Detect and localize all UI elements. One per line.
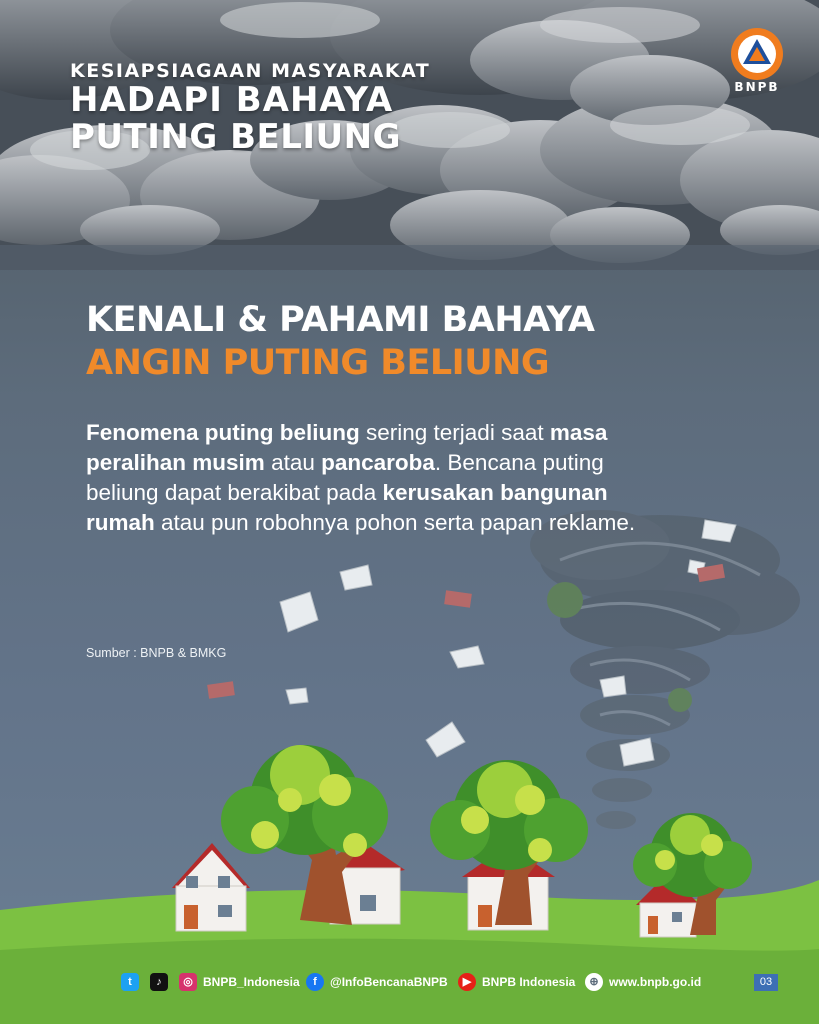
paragraph-text-run: sering terjadi saat [359,420,550,445]
globe-icon: ⊕ [585,973,603,991]
header-title-line1: HADAPI BAHAYA [70,80,394,120]
facebook-label: @InfoBencanaBNPB [330,975,448,989]
twitter-icon: t [121,973,139,991]
paragraph-text-run: atau [264,450,322,475]
footer-website[interactable] [585,973,701,991]
instagram-label: BNPB_Indonesia [203,975,300,989]
house-1 [172,843,250,931]
description-paragraph [86,418,676,538]
footer-twitter[interactable] [121,973,145,991]
footer-social-bar [0,965,819,1001]
website-label: www.bnpb.go.id [609,975,702,989]
facebook-icon: f [306,973,324,991]
paragraph-bold-run: pancaroba [321,450,435,475]
paragraph-text-run: atau pun robohnya pohon serta papan reklame. [154,510,636,535]
bnpb-logo-text: BNPB [734,80,780,94]
paragraph-bold-run: masa peralihan musim [86,420,608,475]
source-note: Sumber : BNPB & BMKG [86,646,227,660]
tiktok-icon: ♪ [150,973,168,991]
paragraph-text-run: . Bencana puting beliung dapat berakibat pada [86,450,604,505]
instagram-icon: ◎ [179,973,197,991]
youtube-label: BNPB Indonesia [482,975,576,989]
paragraph-bold-run: kerusakan bangunan rumah [86,480,608,535]
footer-instagram[interactable] [179,973,300,991]
youtube-icon: ▶ [458,973,476,991]
header-title-line2: PUTING BELIUNG [70,117,401,157]
footer-tiktok[interactable] [150,973,174,991]
page-number-badge: 03 [754,974,778,991]
footer-facebook[interactable] [306,973,448,991]
paragraph-bold-run: Fenomena puting beliung [86,420,360,445]
footer-youtube[interactable] [458,973,575,991]
main-title: KENALI & PAHAMI BAHAYA [86,300,595,340]
tornado-illustration [530,510,800,829]
main-title-highlight: ANGIN PUTING BELIUNG [86,343,550,383]
header-subtitle: KESIAPSIAGAAN MASYARAKAT [70,60,431,82]
